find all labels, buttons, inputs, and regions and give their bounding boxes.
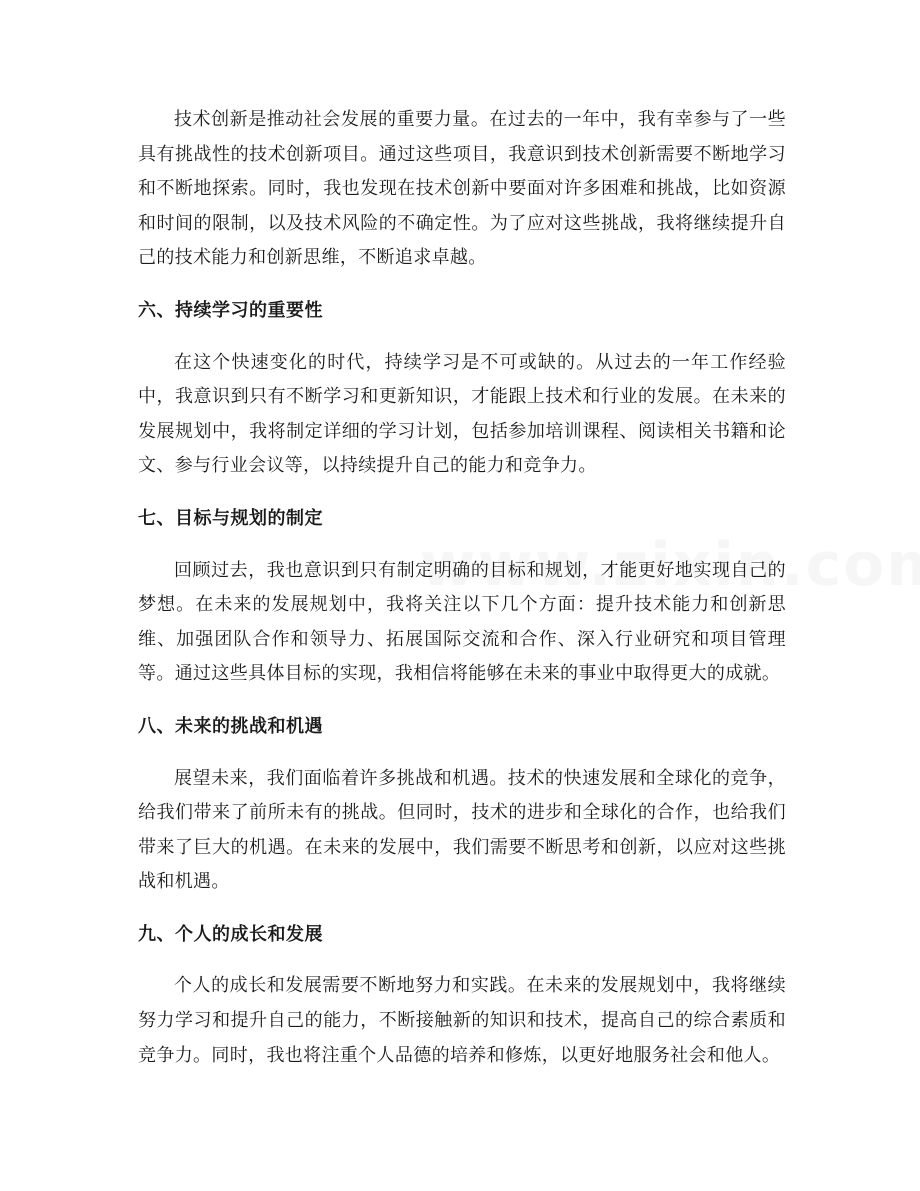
spacer [138, 276, 786, 294]
heading-challenges-opportunities: 八、未来的挑战和机遇 [138, 715, 323, 737]
heading-goals-planning: 七、目标与规划的制定 [138, 507, 323, 529]
paragraph-challenges-opportunities: 展望未来，我们面临着许多挑战和机遇。技术的快速发展和全球化的竞争，给我们带来了前所未有的挑战。但同时，技术的进步和全球化的合作，也给我们带来了巨大的机遇。在未来的发展中，我们需要不断思考和创新，以应对这些挑战和机遇。 [138, 767, 786, 893]
paragraph-continuous-learning: 在这个快速变化的时代，持续学习是不可或缺的。从过去的一年工作经验中，我意识到只有不断学习和更新知识，才能跟上技术和行业的发展。在未来的发展规划中，我将制定详细的学习计划，包括参加培训课程、阅读相关书籍和论文、参与行业会议等，以持续提升自己的能力和竞争力。 [138, 351, 786, 477]
paragraph-goals-planning: 回顾过去，我也意识到只有制定明确的目标和规划，才能更好地实现自己的梦想。在未来的发展规划中，我将关注以下几个方面：提升技术能力和创新思维、加强团队合作和领导力、拓展国际交流和合作、深入行业研究和项目管理等。通过这些具体目标的实现，我相信将能够在未来的事业中取得更大的成就。 [138, 559, 786, 685]
spacer [138, 900, 786, 918]
spacer [138, 537, 786, 554]
paragraph-personal-growth: 个人的成长和发展需要不断地努力和实践。在未来的发展规划中，我将继续努力学习和提升自己的能力，不断接触新的知识和技术，提高自己的综合素质和竞争力。同时，我也将注重个人品德的培养和修炼，以更好地服务社会和他人。 [138, 975, 786, 1066]
paragraph-tech-innovation: 技术创新是推动社会发展的重要力量。在过去的一年中，我有幸参与了一些具有挑战性的技术创新项目。通过这些项目，我意识到技术创新需要不断地学习和不断地探索。同时，我也发现在技术创新中要面对许多困难和挑战，比如资源和时间的限制，以及技术风险的不确定性。为了应对这些挑战，我将继续提升自己的技术能力和创新思维，不断追求卓越。 [138, 109, 786, 269]
spacer [138, 692, 786, 710]
heading-continuous-learning: 六、持续学习的重要性 [138, 299, 323, 321]
heading-personal-growth: 九、个人的成长和发展 [138, 923, 323, 945]
spacer [138, 745, 786, 762]
document-page [138, 103, 786, 1073]
spacer [138, 329, 786, 346]
spacer [138, 952, 786, 969]
spacer [138, 484, 786, 502]
